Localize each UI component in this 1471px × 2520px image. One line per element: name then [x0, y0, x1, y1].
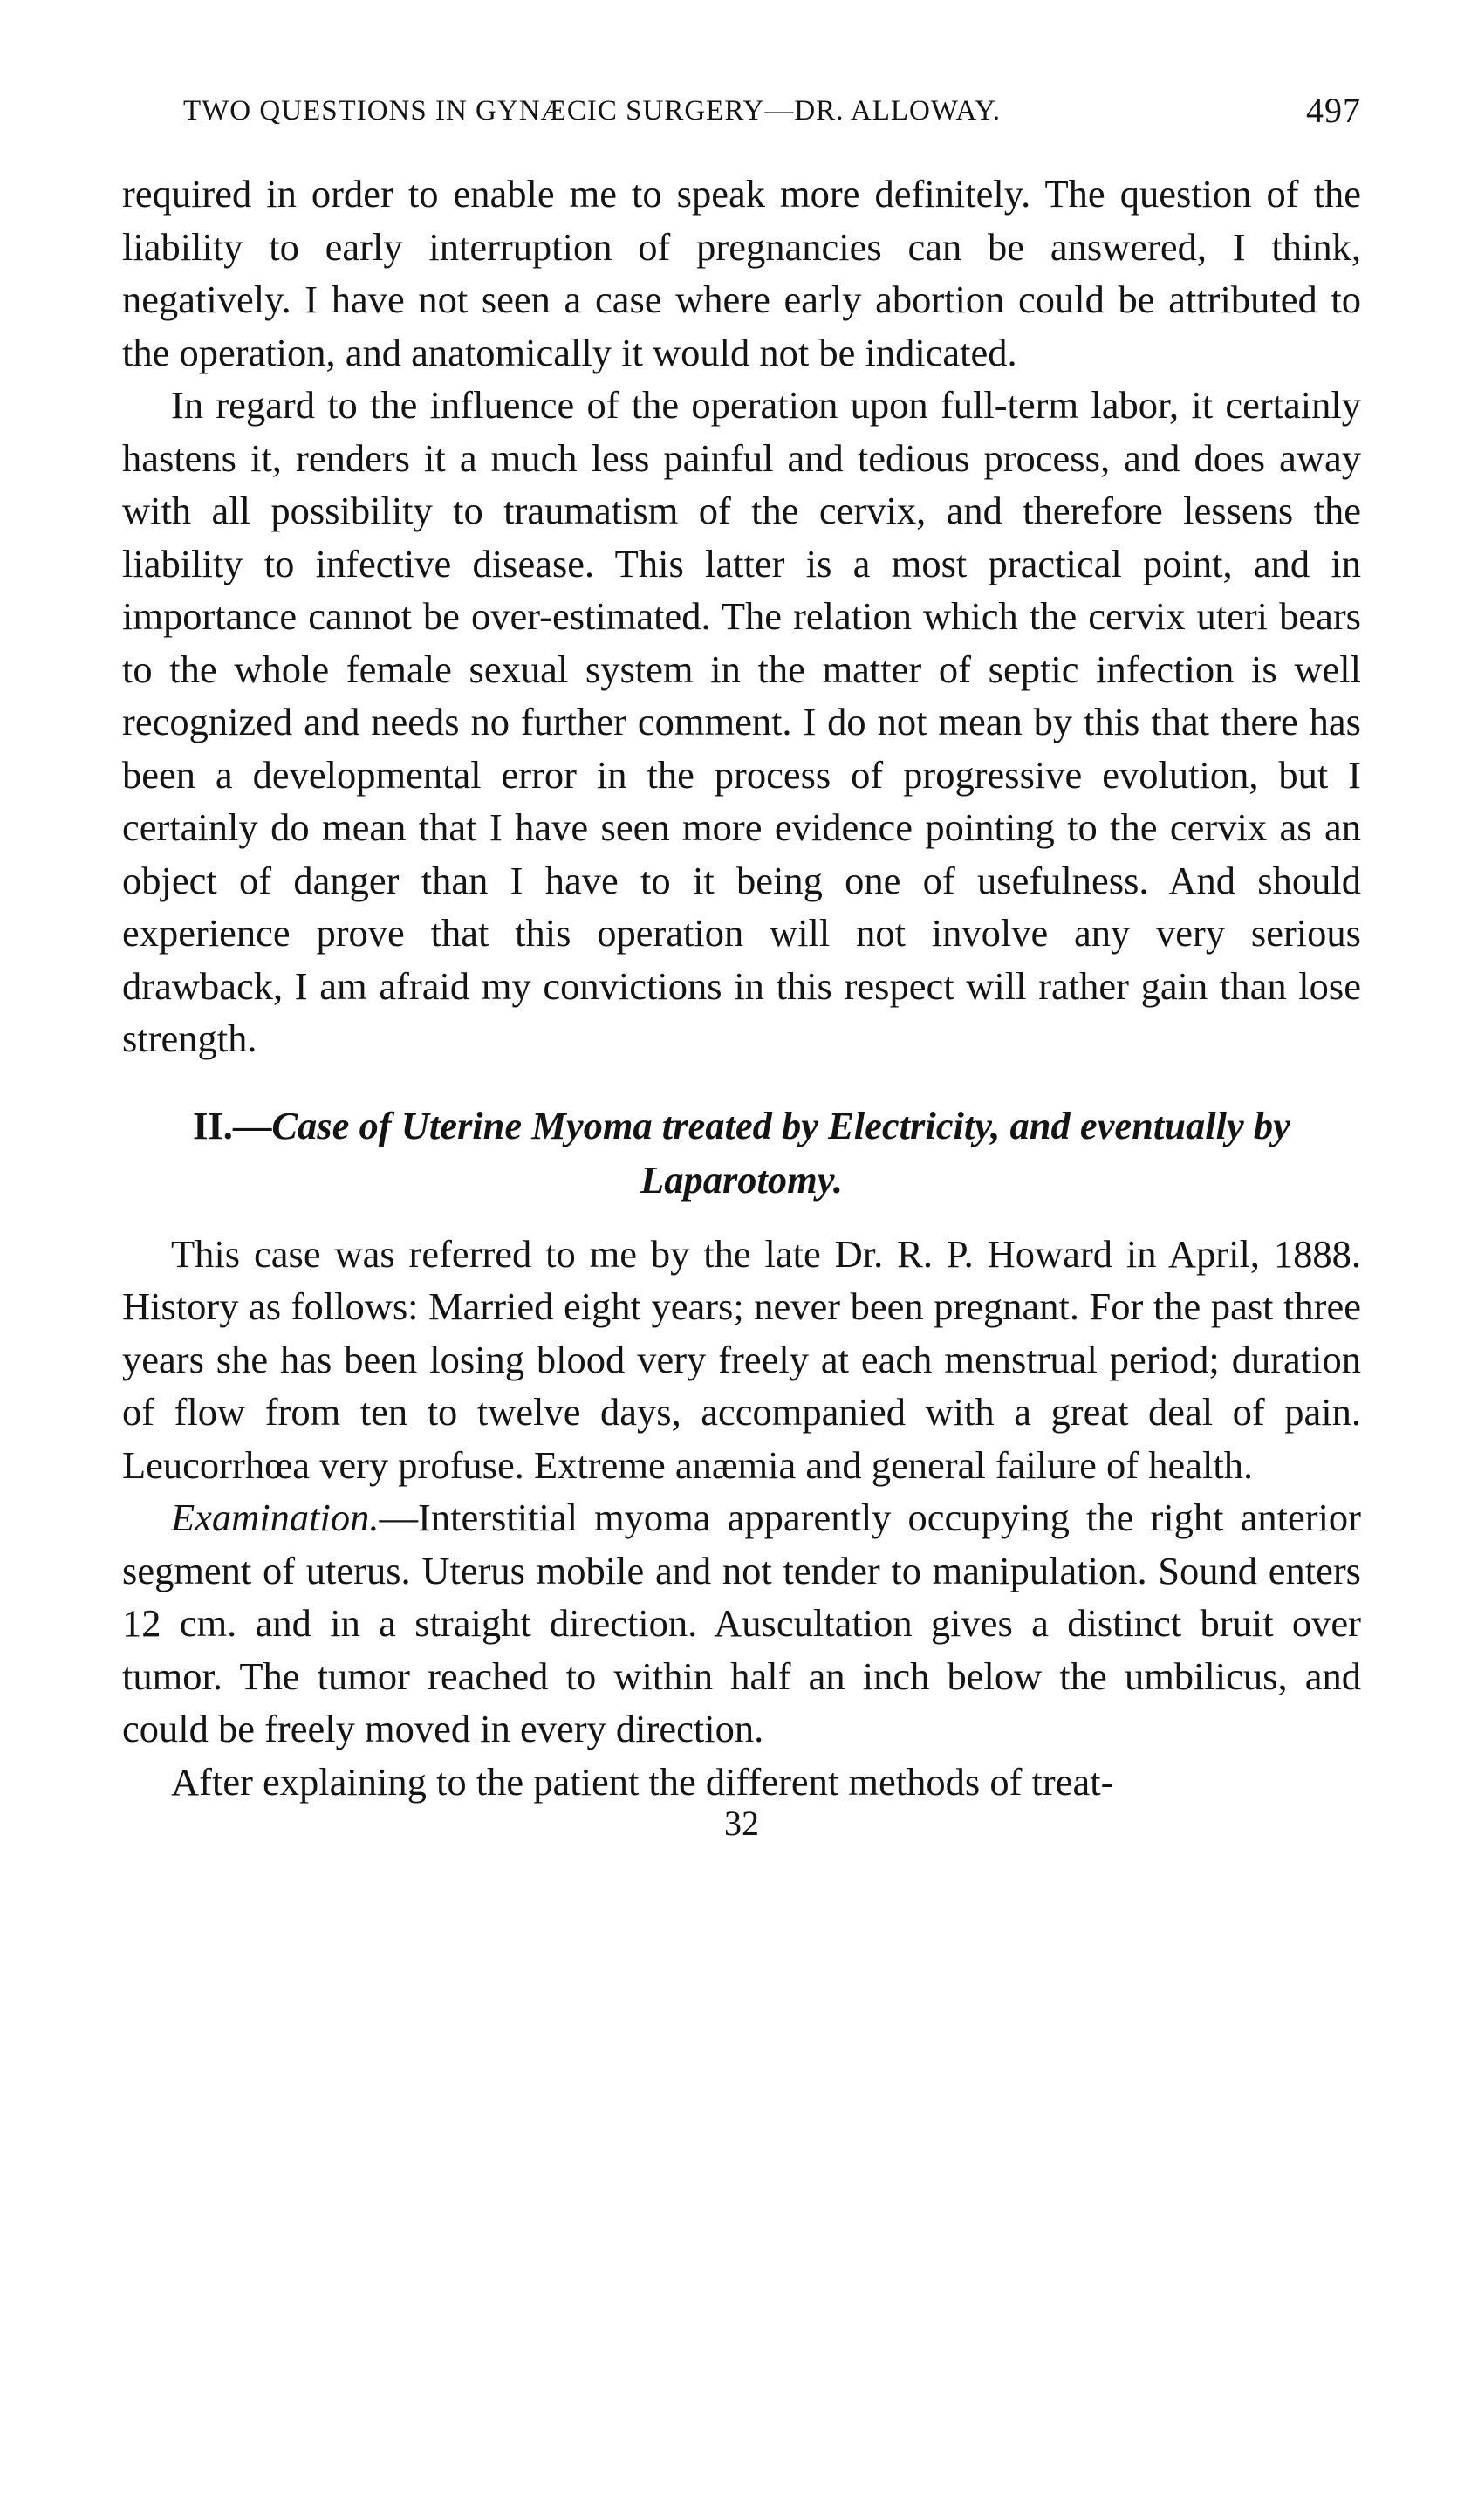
examination-run-in: Examination. [171, 1496, 380, 1539]
section-heading [122, 1099, 1361, 1207]
running-title: TWO QUESTIONS IN GYNÆCIC SURGERY—DR. ALLOWAY. [183, 95, 1001, 127]
paragraph-examination [122, 1491, 1361, 1756]
running-header [122, 79, 1361, 143]
section-numeral: II.— [193, 1103, 272, 1147]
paragraph-full-term-labor: In regard to the influence of the operation upon full-term labor, it certainly hastens it, renders it a much less painful and tedious process, and does away with all possibility to traumatism of the cervix, and therefore lessens the liability to infective disease. This latter is a most practical point, and in importance cannot be over-estimated. The relation which the cervix uteri bears to the whole female sexual system in the matter of septic infection is well recognized and needs no further comment. I do not mean by this that there has been a developmental error in the process of progressive evolution, but I certainly do mean that I have seen more evidence pointing to the cervix as an object of danger than I have to it being one of usefulness. And should experience prove that this operation will not involve any very serious drawback, I am afraid my convictions in this respect will rather gain than lose strength. [122, 383, 1361, 1060]
examination-text: —Interstitial myoma apparently occupying the right anterior segment of uterus. Uterus mobile and not tender to manipulation. Sound enters 12 cm. and in a straight direction. Auscultation gives a distinct bruit over tumor. The tumor reached to within half an inch below the umbilicus, and could be freely moved in every direction. [122, 1496, 1361, 1750]
page-number: 497 [1306, 91, 1361, 130]
paragraph-case-history: This case was referred to me by the late Dr. R. P. Howard in April, 1888. History as follows: Married eight years; never been pregnant. For the past three years she has been losing blood very freely at each menstrual period; duration of flow from ten to twelve days, accompanied with a great deal of pain. Leucorrhœa very profuse. Extreme anæmia and general failure of health. [122, 1231, 1361, 1487]
paragraph-continued: required in order to enable me to speak more definitely. The question of the liability to early interruption of pregnancies can be answered, I think, negatively. I have not seen a case where early abortion could be attributed to the operation, and anatomically it would not be indicated. [122, 172, 1361, 374]
document-page [122, 79, 1361, 2487]
paragraph-treatment: After explaining to the patient the different methods of treat- [171, 1759, 1114, 1804]
section-title: Case of Uterine Myoma treated by Electricity, and eventually by Laparotomy. [271, 1103, 1290, 1202]
printer-signature-mark: 32 [724, 1804, 759, 1843]
